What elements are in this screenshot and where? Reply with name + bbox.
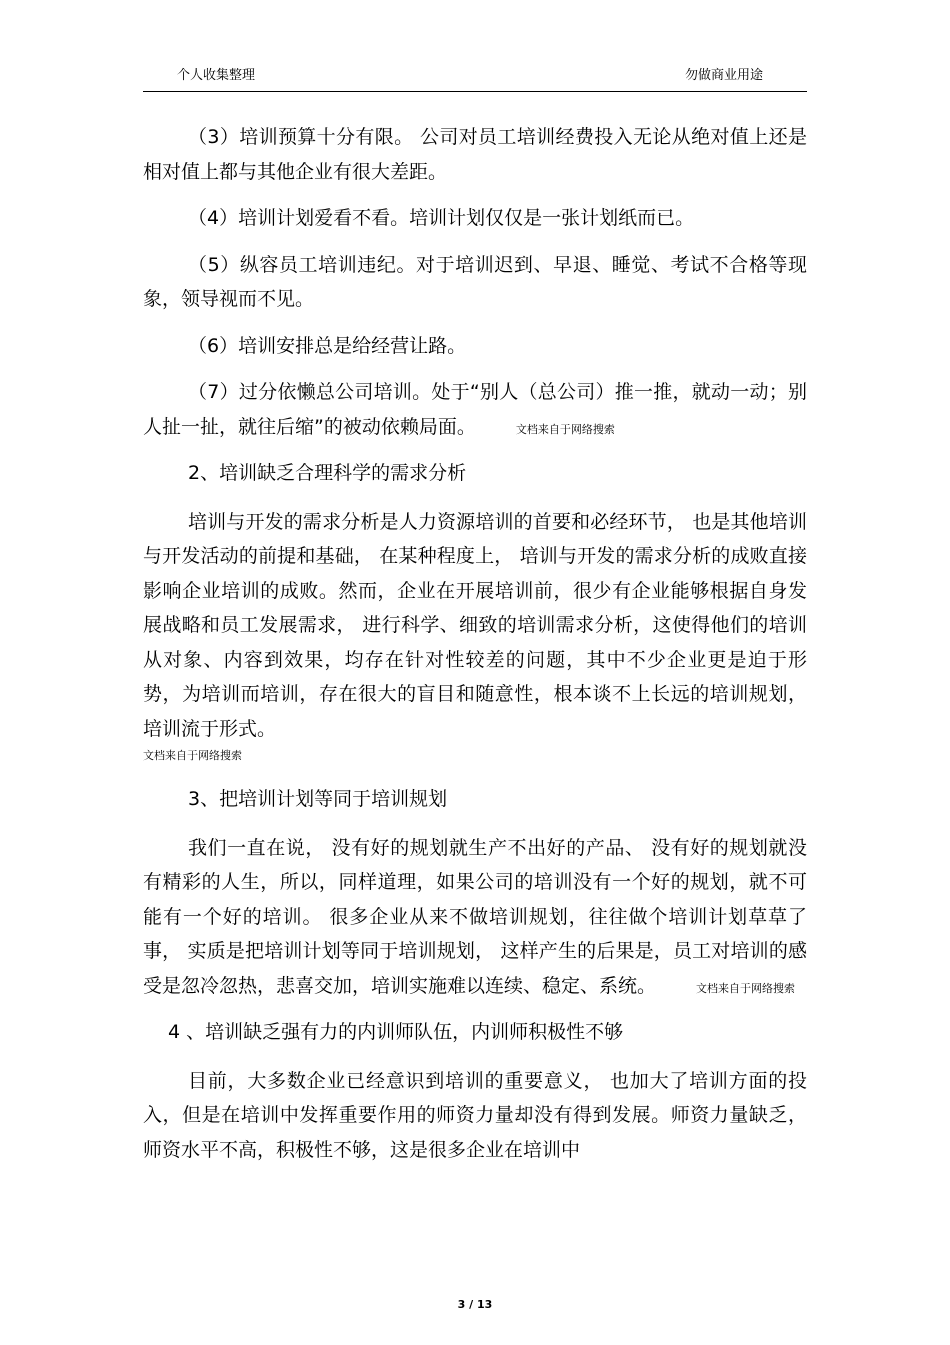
header-right-text: 勿做商业用途: [684, 68, 763, 83]
page-number: 3 / 13: [457, 1298, 493, 1311]
section-body-4: [143, 1064, 807, 1168]
section-heading-3: [143, 782, 807, 817]
paragraph-text: 培训与开发的需求分析是人力资源培训的首要和必经环节， 也是其他培训与开发活动的前提和基础， 在某种程度上， 培训与开发的需求分析的成败直接影响企业培训的成败。然而，企业在开展培训前，很少有企业能够根据自身发展战略和员工发展需求， 进行科学、细致的培训需求分析，这使得他们的培训从对象、内容到效果，均存在针对性较差的问题，其中不少企业更是迫于形势，为培训而培训，存在很大的盲目和随意性，根本谈不上长远的培训规划，培训流于形式。: [143, 510, 807, 740]
source-note: 文档来自于网络搜索: [515, 422, 615, 436]
paragraph-item-6: [143, 329, 807, 364]
paragraph-text: 我们一直在说， 没有好的规划就生产不出好的产品、 没有好的规划就没有精彩的人生，所以，同样道理，如果公司的培训没有一个好的规划，就不可能有一个好的培训。 很多企业从来不做培训规划，往往做个培训计划草草了事， 实质是把培训计划等同于培训规划， 这样产生的后果是，员工对培训的感受是忽冷忽热，悲喜交加，培训实施难以连续、稳定、系统。: [143, 836, 807, 997]
source-note: 文档来自于网络搜索: [143, 749, 242, 762]
section-body-3: [143, 831, 807, 1004]
paragraph-item-3: [143, 120, 807, 189]
heading-text: 2、培训缺乏合理科学的需求分析: [188, 462, 467, 484]
heading-text: 3、把培训计划等同于培训规划: [188, 788, 448, 810]
section-body-2: [143, 505, 807, 747]
section-heading-2: [143, 456, 807, 491]
source-note: 文档来自于网络搜索: [696, 981, 796, 995]
paragraph-item-4: [143, 201, 807, 236]
paragraph-item-5: [143, 248, 807, 317]
paragraph-text: （4）培训计划爱看不看。培训计划仅仅是一张计划纸而已。: [188, 207, 695, 229]
section-heading-4: [143, 1015, 807, 1050]
header-divider: [143, 91, 807, 92]
heading-text: 4 、培训缺乏强有力的内训师队伍，内训师积极性不够: [168, 1021, 624, 1043]
paragraph-text: （5）纵容员工培训违纪。对于培训迟到、早退、睡觉、考试不合格等现象，领导视而不见。: [143, 253, 807, 310]
paragraph-text: （3）培训预算十分有限。 公司对员工培训经费投入无论从绝对值上还是相对值上都与其他企业有很大差距。: [143, 126, 807, 183]
paragraph-text: （6）培训安排总是给经营让路。: [188, 334, 467, 357]
paragraph-text: （7）过分依懒总公司培训。处于“别人（总公司）推一推，就动一动；别人扯一扯，就往后缩”的被动依赖局面。: [143, 381, 807, 438]
document-body: [143, 120, 807, 1179]
paragraph-item-7: [143, 375, 807, 444]
paragraph-text: 目前，大多数企业已经意识到培训的重要意义， 也加大了培训方面的投入，但是在培训中发挥重要作用的师资力量却没有得到发展。师资力量缺乏，师资水平不高，积极性不够，这是很多企业在培训中: [143, 1069, 807, 1161]
header-left-text: 个人收集整理: [177, 68, 256, 83]
